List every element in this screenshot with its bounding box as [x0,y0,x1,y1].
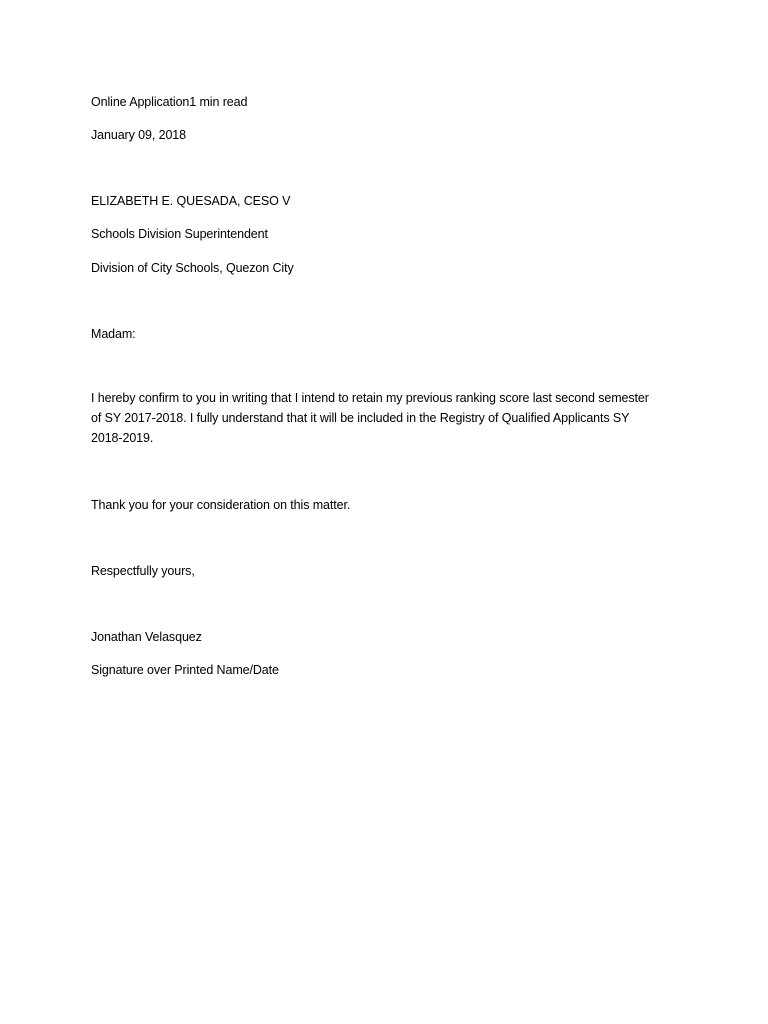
closing: Respectfully yours, [91,564,195,578]
signer-name: Jonathan Velasquez [91,630,202,644]
thanks-line: Thank you for your consideration on this matter. [91,498,351,512]
document-header: Online Application1 min read [91,95,248,109]
letter-date: January 09, 2018 [91,128,187,142]
signature-line: Signature over Printed Name/Date [91,663,279,677]
recipient-title: Schools Division Superintendent [91,227,268,241]
salutation: Madam: [91,327,136,341]
letter-body: I hereby confirm to you in writing that I intend to retain my previous ranking score last second semester of SY 2017-2018. I fully understand that it will be included in the Registry of Qualified Applicants SY 2018-2019. [91,391,649,445]
recipient-name: ELIZABETH E. QUESADA, CESO V [91,194,291,208]
recipient-division: Division of City Schools, Quezon City [91,261,294,275]
